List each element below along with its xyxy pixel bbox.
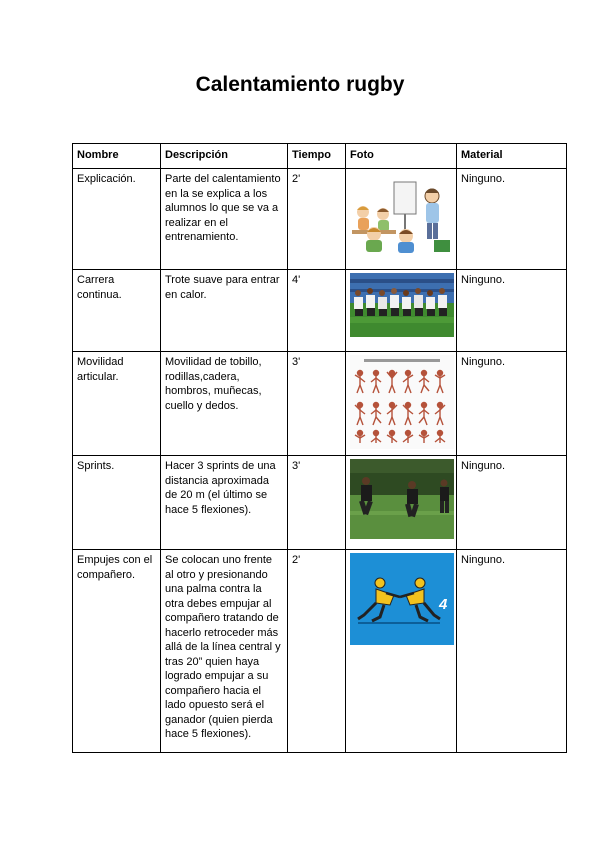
cell-material: Ninguno. xyxy=(457,169,567,270)
cell-nombre: Carrera continua. xyxy=(73,270,161,352)
table-header-row xyxy=(73,144,567,169)
header-nombre: Nombre xyxy=(73,144,161,169)
cell-material: Ninguno. xyxy=(457,270,567,352)
table-row xyxy=(73,550,567,753)
cell-material: Ninguno. xyxy=(457,550,567,753)
page-title: Calentamiento rugby xyxy=(195,73,405,96)
cell-foto xyxy=(346,352,457,456)
classroom-illustration xyxy=(350,172,454,254)
cell-nombre: Movilidad articular. xyxy=(73,352,161,456)
cell-tiempo: 4' xyxy=(288,270,346,352)
cell-material: Ninguno. xyxy=(457,456,567,550)
cell-tiempo: 2' xyxy=(288,550,346,753)
photo-badge-number: 4 xyxy=(439,596,448,613)
cell-foto xyxy=(346,456,457,550)
partner-push-illustration xyxy=(350,553,454,645)
header-tiempo: Tiempo xyxy=(288,144,346,169)
cell-tiempo: 3' xyxy=(288,456,346,550)
warmup-table xyxy=(72,143,567,753)
table-row xyxy=(73,456,567,550)
table-row xyxy=(73,270,567,352)
cell-descripcion: Parte del calentamiento en la se explica a los alumnos lo que se va a realizar en el entrenamiento. xyxy=(161,169,288,270)
cell-foto xyxy=(346,270,457,352)
header-material: Material xyxy=(457,144,567,169)
cell-nombre: Sprints. xyxy=(73,456,161,550)
cell-material: Ninguno. xyxy=(457,352,567,456)
cell-descripcion: Movilidad de tobillo, rodillas,cadera, hombros, muñecas, cuello y dedos. xyxy=(161,352,288,456)
header-foto: Foto xyxy=(346,144,457,169)
mobility-exercises-chart xyxy=(350,355,454,449)
sprinting-players-photo xyxy=(350,459,454,539)
cell-foto xyxy=(346,550,457,753)
cell-nombre: Explicación. xyxy=(73,169,161,270)
team-jogging-photo xyxy=(350,273,454,337)
cell-tiempo: 2' xyxy=(288,169,346,270)
header-descripcion: Descripción xyxy=(161,144,288,169)
table-row xyxy=(73,169,567,270)
cell-descripcion: Hacer 3 sprints de una distancia aproximada de 20 m (el último se hace 5 flexiones). xyxy=(161,456,288,550)
table-row xyxy=(73,352,567,456)
cell-descripcion: Trote suave para entrar en calor. xyxy=(161,270,288,352)
cell-descripcion: Se colocan uno frente al otro y presionando una palma contra la otra debes empujar al compañero tratando de hacerlo retroceder más allá de la línea central y tras 20” quien haya logrado empujar a su compañero hacia el lado opuesto será el ganador (quien pierda hace 5 flexiones). xyxy=(161,550,288,753)
cell-tiempo: 3' xyxy=(288,352,346,456)
cell-foto xyxy=(346,169,457,270)
cell-nombre: Empujes con el compañero. xyxy=(73,550,161,753)
